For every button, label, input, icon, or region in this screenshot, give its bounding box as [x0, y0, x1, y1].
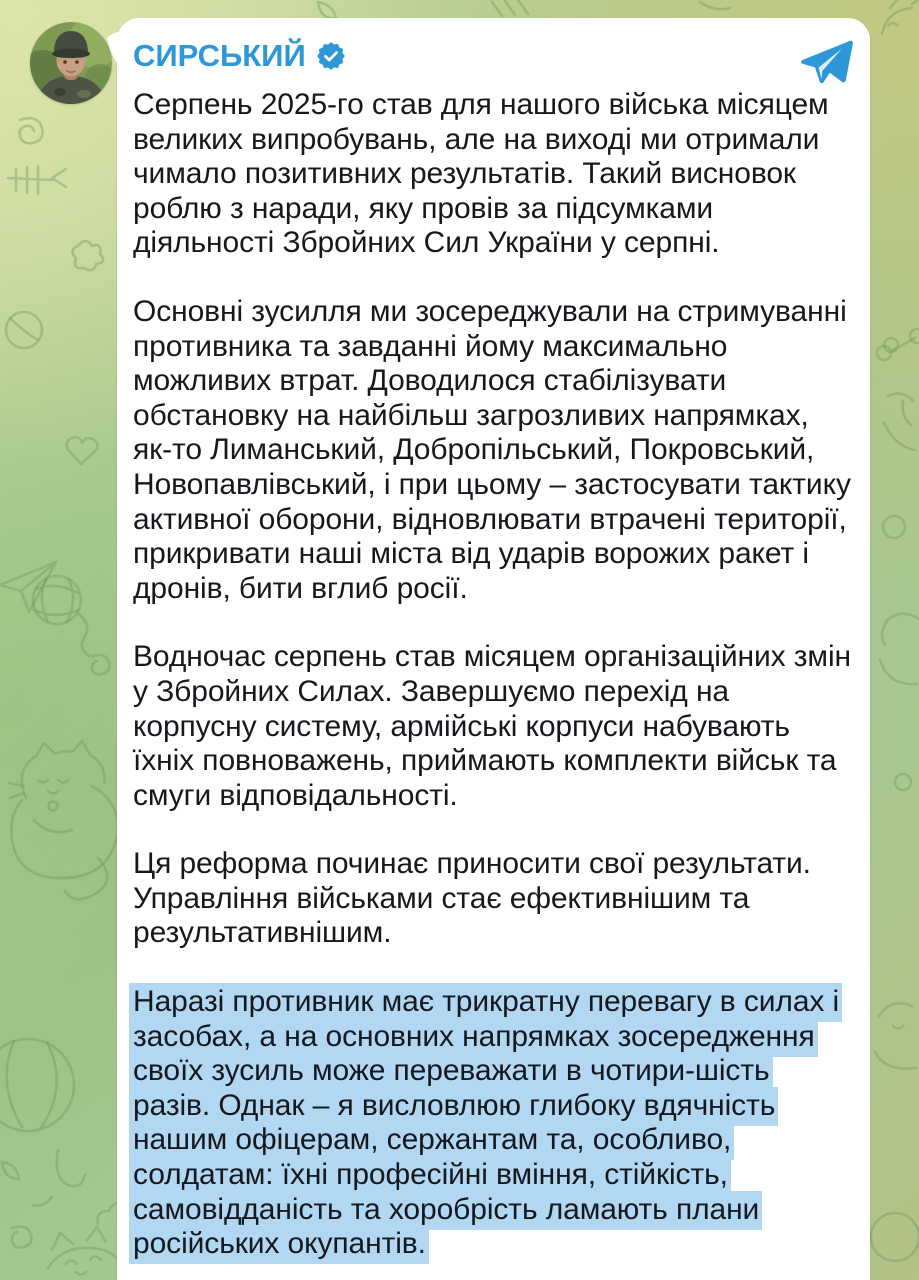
doodle-ball-line [10, 318, 38, 340]
telegram-paper-plane-icon[interactable] [798, 38, 854, 88]
doodle-happy-cat [48, 1227, 122, 1275]
doodle-dot [895, 774, 911, 790]
doodle-hanging-toy [33, 1150, 85, 1206]
selected-text-highlight: Наразі противник має трикратну перевагу в силах і засобах, а на основних напрямках зосередження своїх зусиль може переважати в чотири-шість разів. Однак – я висловлюю глибоку вдячність нашим офіцерам, сержантам та, особливо, солдатам: їхні професійні вміння, стійкість, самовідданість та хоробрість ламають плани російських окупантів. [129, 983, 842, 1264]
channel-avatar-photo [30, 22, 112, 104]
doodle-heart [66, 437, 97, 464]
bubble-tail [107, 32, 121, 68]
doodle-paper-plane [0, 562, 56, 612]
channel-name[interactable]: СИРСЬКИЙ [133, 38, 306, 73]
doodle-leaf [318, 2, 336, 19]
message-paragraph: Ця реформа починає приносити свої результати. Управління військами стає ефективнішим та результативнішим. [133, 847, 811, 950]
doodle-flower [72, 241, 103, 270]
doodle-cat-face-topright [882, 0, 918, 34]
doodle-fishbone [8, 166, 66, 194]
doodle-sleeping-cat [9, 741, 118, 899]
message-paragraph: Водночас серпень став місяцем організаційних змін у Збройних Силах. Завершуємо перехід на корпусну систему, армійські корпуси набувають їхніх повноважень, приймають комплекти військ та смуги відповідальності. [133, 640, 851, 812]
doodle-arc [700, 2, 730, 9]
verified-badge-icon [316, 41, 346, 71]
doodle-spiral [92, 655, 110, 675]
message-paragraph [133, 985, 854, 1262]
doodle-yarn-lines [34, 579, 89, 656]
doodle-circle [871, 1213, 919, 1261]
doodle-dog-head [880, 614, 919, 684]
channel-avatar[interactable] [30, 22, 112, 104]
doodle-stripes [492, 0, 528, 16]
doodle-beach-ball [0, 1039, 74, 1131]
doodle-spiral [12, 1227, 31, 1248]
message-paragraph: Основні зусилля ми зосереджували на стримуванні противника та завданні йому максимально можливих втрат. Доводилося стабілізувати обстановку на найбільш загрозливих напрямках, як-то Лиманський, Добропільський, Покровський, Новопавлівський, і при цьому – застосувати тактику активної оборони, відновлювати втрачені території, прикривати наші міста від ударів ворожих ракет і дронів, бити вглиб росії. [133, 294, 851, 605]
doodle-dog-face [875, 1003, 916, 1069]
doodle-leaf [2, 1162, 19, 1179]
doodle-yarn-ball [33, 576, 81, 624]
doodle-ball [6, 312, 42, 348]
message-bubble [117, 18, 870, 1280]
message-text [133, 88, 854, 1262]
doodle-bone [877, 329, 919, 360]
message-header [133, 38, 854, 74]
message-paragraph: Серпень 2025-го став для нашого війська місяцем великих випробувань, але на виході ми отримали чимало позитивних результатів. Такий висновок роблю з наради, яку провів за підсумками діяльності Збройних Сил України у серпні. [133, 88, 829, 260]
doodle-spiral [20, 118, 43, 143]
doodle-beach-ball-lines [7, 1041, 57, 1128]
doodle-dog [884, 393, 915, 450]
doodle-ring [883, 516, 905, 538]
